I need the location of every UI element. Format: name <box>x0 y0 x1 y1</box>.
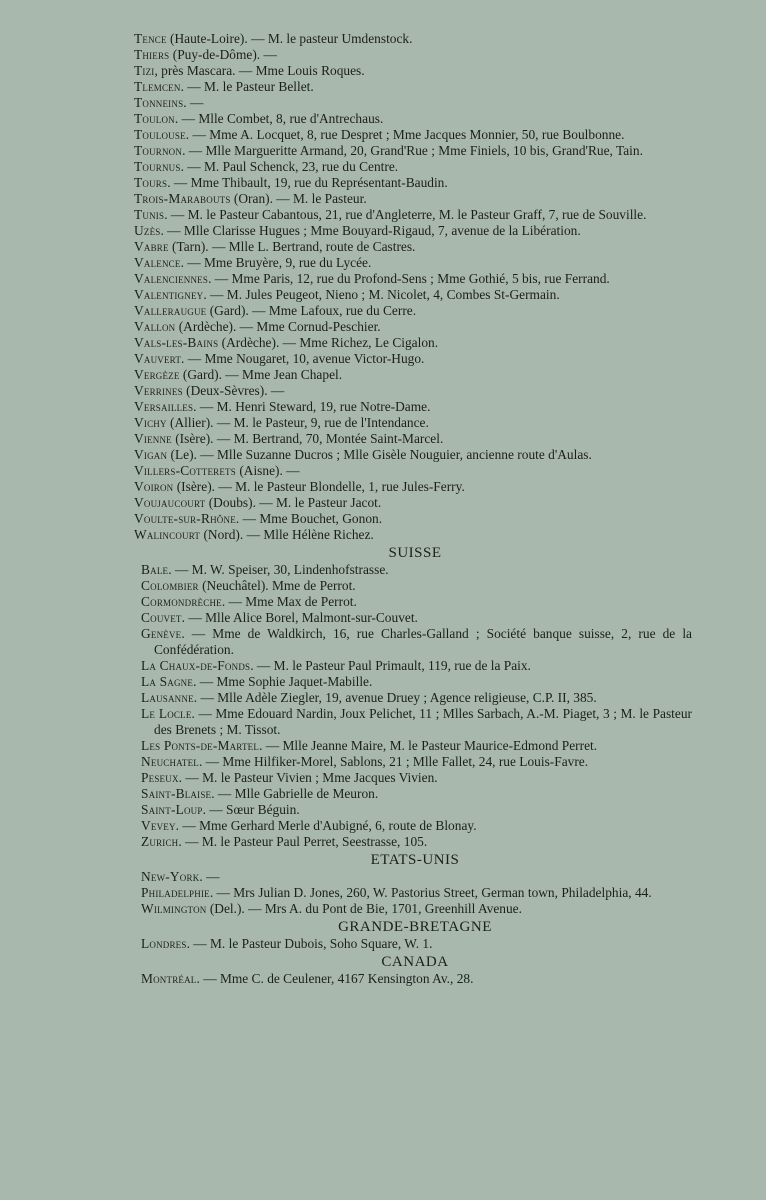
directory-entry <box>134 143 676 159</box>
directory-entry <box>134 431 676 447</box>
entry-place-name: Vabre <box>134 239 169 254</box>
directory-entry <box>134 447 676 463</box>
entry-address-text: (Puy-de-Dôme). — <box>169 47 277 62</box>
directory-entry <box>141 971 692 987</box>
directory-entry <box>134 63 676 79</box>
entry-place-name: Thiers <box>134 47 170 62</box>
entry-place-name: Vauvert <box>134 351 182 366</box>
entry-place-name: Valleraugue <box>134 303 207 318</box>
entry-place-name: Saint-Loup <box>141 802 203 817</box>
entry-address-text: . — Mme Bouchet, Gonon. <box>235 511 383 526</box>
directory-entry <box>134 287 676 303</box>
entry-place-name: Tonneins <box>134 95 184 110</box>
directory-entry <box>141 818 692 834</box>
entry-place-name: Tence <box>134 31 167 46</box>
directory-entry <box>141 869 692 885</box>
directory-entry <box>134 79 676 95</box>
entry-address-text: (Ardèche). — Mme Richez, Le Cigalon. <box>218 335 439 350</box>
entry-address-text: . — Mme de Waldkirch, 16, rue Charles-Galland ; Société banque suisse, 2, rue de la Confédération. <box>154 626 692 657</box>
entry-place-name: Tournus <box>134 159 181 174</box>
entry-place-name: Bale <box>141 562 169 577</box>
entry-place-name: La Chaux-de-Fonds <box>141 658 251 673</box>
directory-entry <box>141 626 692 658</box>
entry-place-name: Neuchatel <box>141 754 199 769</box>
directory-entry <box>134 335 676 351</box>
entry-place-name: Philadelphie <box>141 885 210 900</box>
directory-entries <box>134 31 692 987</box>
entry-place-name: Tizi <box>134 63 155 78</box>
entry-place-name: Tunis <box>134 207 165 222</box>
entry-place-name: Tours <box>134 175 168 190</box>
entry-address-text: . — Mme C. de Ceulener, 4167 Kensington Av., 28. <box>196 971 474 986</box>
entry-place-name: Valence <box>134 255 181 270</box>
entry-address-text: . — M. le Pasteur Bellet. <box>180 79 314 94</box>
entry-place-name: Toulouse <box>134 127 186 142</box>
entry-place-name: La Sagne <box>141 674 194 689</box>
entry-address-text: . — Mme Hilfiker-Morel, Sablons, 21 ; Mlle Fallet, 24, rue Louis-Favre. <box>198 754 589 769</box>
entry-address-text: . — Mme Max de Perrot. <box>221 594 357 609</box>
entry-place-name: Zurich <box>141 834 179 849</box>
entry-place-name: Peseux <box>141 770 179 785</box>
entry-address-text: . — Mlle Jeanne Maire, M. le Pasteur Maurice-Edmond Perret. <box>259 738 598 753</box>
entry-place-name: Voiron <box>134 479 174 494</box>
entry-address-text: . — <box>183 95 204 110</box>
entry-place-name: Tlemcen <box>134 79 181 94</box>
entry-place-name: Les Ponts-de-Martel <box>141 738 260 753</box>
directory-entry <box>134 31 676 47</box>
entry-address-text: (Del.). — Mrs A. du Pont de Bie, 1701, Greenhill Avenue. <box>206 901 522 916</box>
country-heading: ETATS-UNIS <box>370 852 460 868</box>
directory-entry <box>141 562 692 578</box>
entry-address-text: . — Mme Nougaret, 10, avenue Victor-Hugo. <box>181 351 425 366</box>
directory-entry <box>134 191 676 207</box>
directory-entry <box>141 610 692 626</box>
entry-address-text: . — M. W. Speiser, 30, Lindenhofstrasse. <box>168 562 389 577</box>
country-heading: CANADA <box>381 954 449 970</box>
directory-entry <box>134 495 676 511</box>
entry-place-name: Uzès <box>134 223 161 238</box>
entry-address-text: . — Mme Edouard Nardin, Joux Pelichet, 11 ; Mlles Sarbach, A.-M. Piaget, 3 ; M. le Pasteur des Brenets ; M. Tissot. <box>154 706 692 737</box>
directory-entry <box>141 786 692 802</box>
country-heading: GRANDE-BRETAGNE <box>338 919 492 935</box>
directory-entry <box>134 303 676 319</box>
directory-entry <box>134 95 676 111</box>
entry-place-name: Vevey <box>141 818 176 833</box>
directory-entry <box>134 463 676 479</box>
entry-place-name: Londres <box>141 936 187 951</box>
entry-place-name: Lausanne <box>141 690 194 705</box>
entry-address-text: . — Mlle Alice Borel, Malmont-sur-Couvet. <box>181 610 418 625</box>
entry-address-text: (Aisne). — <box>235 463 300 478</box>
directory-entry <box>141 674 692 690</box>
entry-address-text: (Gard). — Mme Jean Chapel. <box>179 367 343 382</box>
entry-address-text: (Deux-Sèvres). — <box>182 383 285 398</box>
entry-address-text: . — Mrs Julian D. Jones, 260, W. Pastorius Street, German town, Philadelphia, 44. <box>209 885 652 900</box>
entry-address-text: (Allier). — M. le Pasteur, 9, rue de l'Intendance. <box>166 415 429 430</box>
entry-address-text: (Haute-Loire). — M. le pasteur Umdenstock. <box>166 31 413 46</box>
directory-entry <box>134 47 676 63</box>
entry-place-name: Toulon <box>134 111 175 126</box>
directory-entry <box>141 936 692 952</box>
entry-place-name: Voujaucourt <box>134 495 206 510</box>
entry-address-text: , près Mascara. — Mme Louis Roques. <box>154 63 365 78</box>
entry-place-name: Vergèze <box>134 367 180 382</box>
directory-entry <box>141 885 692 901</box>
entry-place-name: Voulte-sur-Rhône <box>134 511 236 526</box>
entry-place-name: Villers-Cotterets <box>134 463 236 478</box>
entry-address-text: (Isère). — M. le Pasteur Blondelle, 1, rue Jules-Ferry. <box>173 479 465 494</box>
entry-address-text: . — Mme Gerhard Merle d'Aubigné, 6, route de Blonay. <box>175 818 477 833</box>
entry-address-text: (Doubs). — M. le Pasteur Jacot. <box>205 495 382 510</box>
directory-entry <box>134 271 676 287</box>
directory-entry <box>134 319 676 335</box>
directory-entry <box>141 834 692 850</box>
entry-address-text: . — <box>199 869 220 884</box>
entry-place-name: Trois-Marabouts <box>134 191 231 206</box>
entry-place-name: Le Locle <box>141 706 192 721</box>
entry-place-name: Colombier <box>141 578 199 593</box>
entry-address-text: . — M. le Pasteur Vivien ; Mme Jacques Vivien. <box>178 770 438 785</box>
directory-entry <box>141 738 692 754</box>
entry-address-text: . — M. Jules Peugeot, Nieno ; M. Nicolet, 4, Combes St-Germain. <box>203 287 560 302</box>
directory-entry <box>134 175 676 191</box>
entry-address-text: (Le). — Mlle Suzanne Ducros ; Mlle Gisèle Nouguier, ancienne route d'Aulas. <box>167 447 592 462</box>
entry-address-text: . — Mme A. Locquet, 8, rue Despret ; Mme Jacques Monnier, 50, rue Boulbonne. <box>185 127 625 142</box>
entry-address-text: (Nord). — Mlle Hélène Richez. <box>200 527 374 542</box>
entry-address-text: (Isère). — M. Bertrand, 70, Montée Saint-Marcel. <box>171 431 444 446</box>
entry-place-name: Vallon <box>134 319 176 334</box>
entry-place-name: Genève <box>141 626 182 641</box>
directory-entry <box>141 658 692 674</box>
entry-address-text: (Gard). — Mme Lafoux, rue du Cerre. <box>206 303 417 318</box>
entry-place-name: Couvet <box>141 610 182 625</box>
entry-address-text: . — Mlle Adèle Ziegler, 19, avenue Druey ; Agence religieuse, C.P. II, 385. <box>193 690 597 705</box>
entry-address-text: . — Mlle Clarisse Hugues ; Mme Bouyard-Rigaud, 7, avenue de la Libération. <box>160 223 581 238</box>
entry-place-name: Vigan <box>134 447 168 462</box>
entry-place-name: Wilmington <box>141 901 207 916</box>
entry-address-text: (Neuchâtel). Mme de Perrot. <box>198 578 356 593</box>
entry-place-name: Versailles <box>134 399 194 414</box>
entry-address-text: . — M. le Pasteur Paul Primault, 119, rue de la Paix. <box>250 658 531 673</box>
directory-entry <box>134 255 676 271</box>
entry-place-name: New-York <box>141 869 200 884</box>
directory-entry <box>134 511 676 527</box>
entry-address-text: (Oran). — M. le Pasteur. <box>230 191 367 206</box>
entry-address-text: (Tarn). — Mlle L. Bertrand, route de Castres. <box>168 239 416 254</box>
directory-entry <box>141 754 692 770</box>
entry-address-text: . — Mlle Margueritte Armand, 20, Grand'Rue ; Mme Finiels, 10 bis, Grand'Rue, Tain. <box>182 143 643 158</box>
entry-address-text: . — Sœur Béguin. <box>202 802 300 817</box>
directory-entry <box>134 399 676 415</box>
entry-address-text: . — Mme Thibault, 19, rue du Représentant-Baudin. <box>167 175 448 190</box>
entry-place-name: Valenciennes <box>134 271 209 286</box>
entry-address-text: . — Mme Sophie Jaquet-Mabille. <box>193 674 373 689</box>
directory-entry <box>134 239 676 255</box>
entry-address-text: . — Mlle Gabrielle de Meuron. <box>211 786 379 801</box>
directory-entry <box>141 901 692 917</box>
entry-address-text: (Ardèche). — Mme Cornud-Peschier. <box>175 319 381 334</box>
directory-entry <box>134 207 676 223</box>
entry-address-text: . — M. le Pasteur Cabantous, 21, rue d'Angleterre, M. le Pasteur Graff, 7, rue de Souville. <box>164 207 647 222</box>
country-heading: SUISSE <box>388 545 442 561</box>
entry-place-name: Cormondrèche <box>141 594 222 609</box>
entry-place-name: Vienne <box>134 431 172 446</box>
entry-address-text: . — M. le Pasteur Paul Perret, Seestrasse, 105. <box>178 834 428 849</box>
entry-address-text: . — Mme Paris, 12, rue du Profond-Sens ; Mme Gothié, 5 bis, rue Ferrand. <box>208 271 610 286</box>
entry-address-text: . — M. le Pasteur Dubois, Soho Square, W. 1. <box>186 936 433 951</box>
directory-entry <box>134 415 676 431</box>
directory-entry <box>141 578 692 594</box>
directory-entry <box>134 351 676 367</box>
entry-place-name: Walincourt <box>134 527 201 542</box>
directory-entry <box>134 111 676 127</box>
directory-entry <box>141 802 692 818</box>
entry-place-name: Vals-les-Bains <box>134 335 219 350</box>
entry-place-name: Saint-Blaise <box>141 786 212 801</box>
directory-entry <box>141 594 692 610</box>
directory-entry <box>141 690 692 706</box>
entry-address-text: . — Mlle Combet, 8, rue d'Antrechaus. <box>174 111 384 126</box>
directory-entry <box>134 367 676 383</box>
directory-entry <box>134 527 676 543</box>
directory-entry <box>134 479 676 495</box>
directory-entry <box>141 770 692 786</box>
entry-place-name: Verrines <box>134 383 183 398</box>
entry-place-name: Vichy <box>134 415 167 430</box>
entry-address-text: . — M. Henri Steward, 19, rue Notre-Dame. <box>193 399 431 414</box>
directory-entry <box>134 223 676 239</box>
entry-place-name: Tournon <box>134 143 183 158</box>
entry-place-name: Valentigney <box>134 287 204 302</box>
entry-address-text: . — M. Paul Schenck, 23, rue du Centre. <box>180 159 399 174</box>
directory-entry <box>134 127 676 143</box>
entry-place-name: Montréal <box>141 971 197 986</box>
directory-entry <box>134 159 676 175</box>
directory-entry <box>141 706 692 738</box>
directory-entry <box>134 383 676 399</box>
entry-address-text: . — Mme Bruyère, 9, rue du Lycée. <box>180 255 372 270</box>
